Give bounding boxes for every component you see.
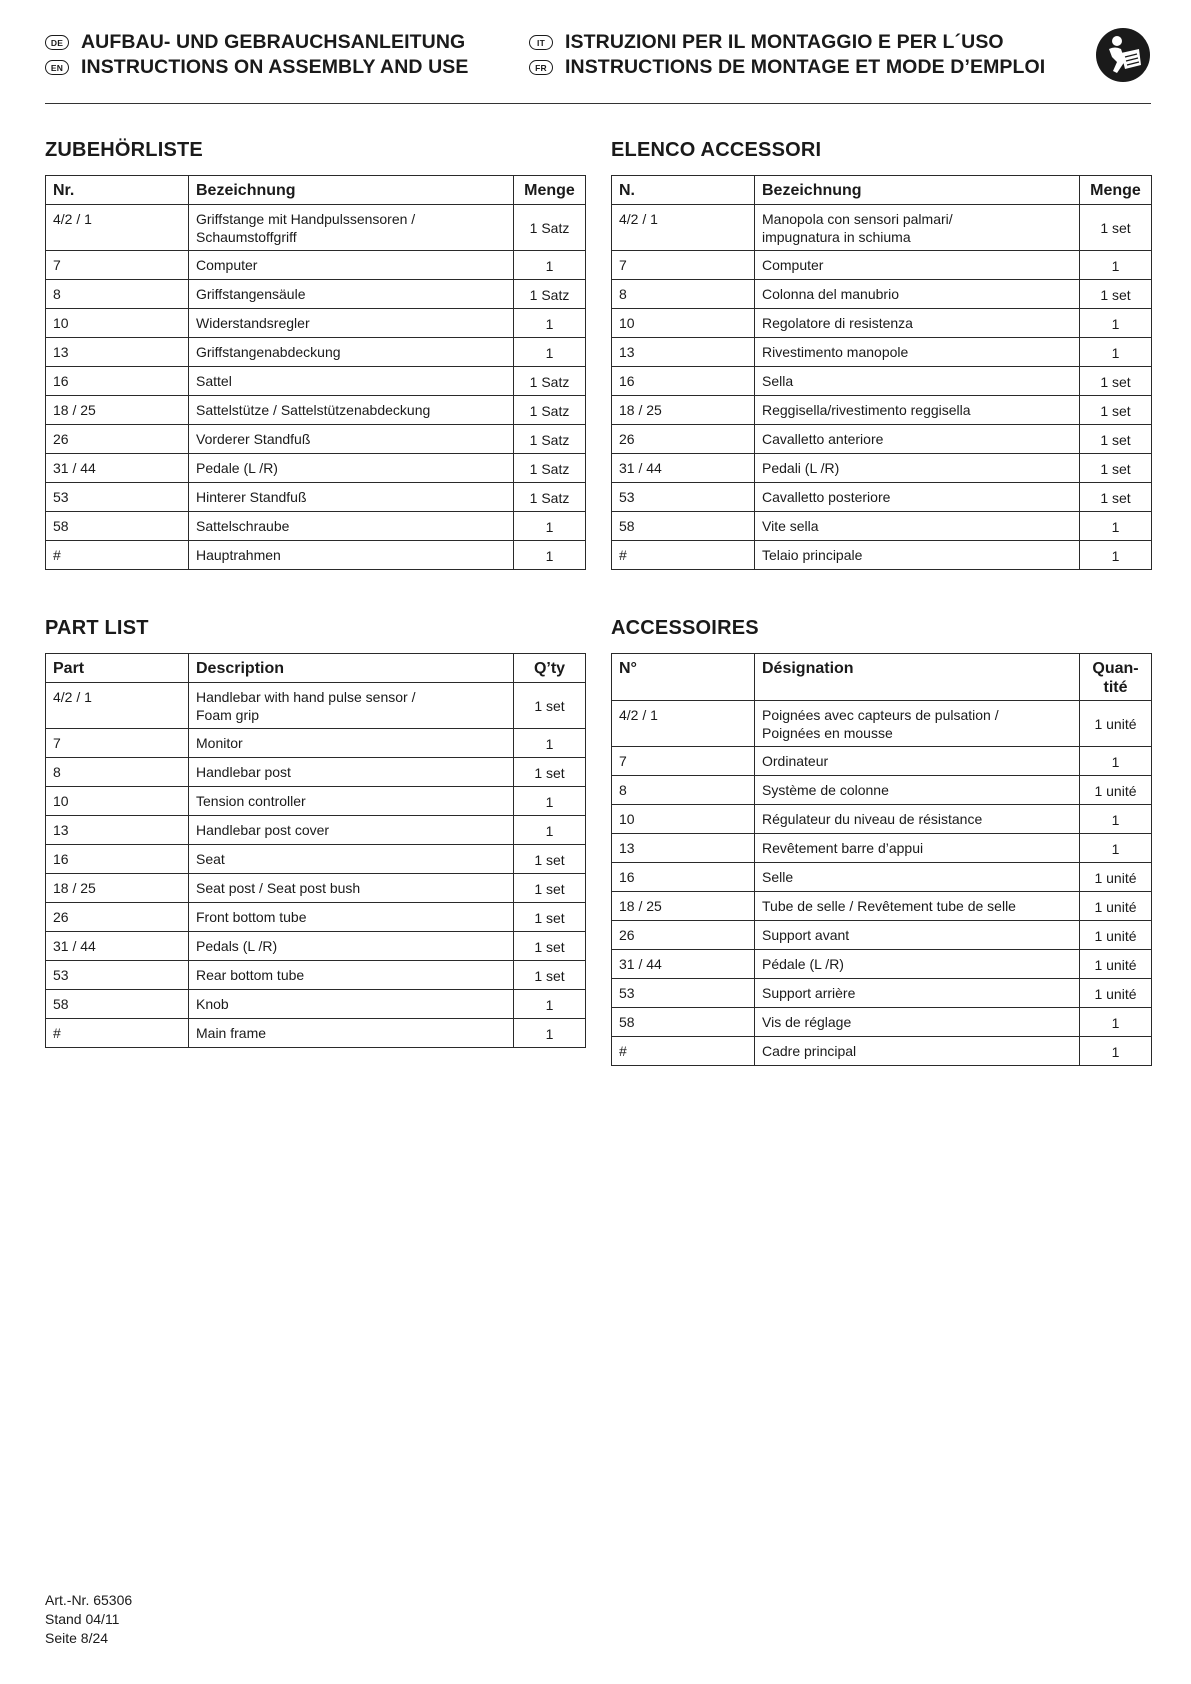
- header-number: N.: [612, 176, 755, 205]
- cell-description: Reggisella/rivestimento reggisella: [755, 396, 1080, 425]
- cell-quantity: 1 unité: [1080, 863, 1152, 892]
- header-description: Description: [189, 654, 514, 683]
- table-row: [612, 921, 1152, 950]
- cell-description: Sella: [755, 367, 1080, 396]
- table-row: [46, 454, 586, 483]
- cell-quantity: 1: [1080, 747, 1152, 776]
- section-it: [611, 139, 1151, 570]
- cell-number: 13: [612, 338, 755, 367]
- cell-description: Sattelschraube: [189, 512, 514, 541]
- table-row: [612, 367, 1152, 396]
- cell-number: 58: [612, 1008, 755, 1037]
- cell-description: Knob: [189, 990, 514, 1019]
- cell-description: Handlebar post: [189, 758, 514, 787]
- table-row: [612, 1037, 1152, 1066]
- table-row: [612, 805, 1152, 834]
- table-row: [46, 845, 586, 874]
- table-row: [46, 309, 586, 338]
- section-en: [45, 617, 585, 1048]
- cell-description: Rear bottom tube: [189, 961, 514, 990]
- cell-number: 26: [46, 425, 189, 454]
- cell-number: 31 / 44: [46, 932, 189, 961]
- cell-description: Vorderer Standfuß: [189, 425, 514, 454]
- cell-number: 31 / 44: [612, 454, 755, 483]
- table-row: [612, 280, 1152, 309]
- cell-quantity: 1: [1080, 1037, 1152, 1066]
- cell-number: #: [612, 1037, 755, 1066]
- header-title-en: INSTRUCTIONS ON ASSEMBLY AND USE: [81, 56, 469, 78]
- cell-description: Pedals (L /R): [189, 932, 514, 961]
- cell-number: 7: [612, 747, 755, 776]
- table-header-row: [46, 654, 586, 683]
- cell-quantity: 1 Satz: [514, 367, 586, 396]
- cell-quantity: 1: [514, 729, 586, 758]
- article-number: Art.-Nr. 65306: [45, 1592, 133, 1608]
- cell-number: 8: [612, 776, 755, 805]
- cell-description: Rivestimento manopole: [755, 338, 1080, 367]
- table-row: [46, 251, 586, 280]
- cell-number: 58: [612, 512, 755, 541]
- cell-description: Computer: [755, 251, 1080, 280]
- cell-description: Griffstangenabdeckung: [189, 338, 514, 367]
- cell-quantity: 1 unité: [1080, 921, 1152, 950]
- parts-table-de: [45, 175, 586, 570]
- section-de: [45, 139, 585, 570]
- cell-quantity: 1 unité: [1080, 950, 1152, 979]
- header-title-it: ISTRUZIONI PER IL MONTAGGIO E PER L´USO: [565, 31, 1004, 53]
- cell-number: #: [46, 541, 189, 570]
- cell-quantity: 1 Satz: [514, 483, 586, 512]
- header-quantity: Q’ty: [514, 654, 586, 683]
- cell-quantity: 1: [514, 990, 586, 1019]
- table-row: [46, 758, 586, 787]
- table-row: [612, 251, 1152, 280]
- cell-description: Pédale (L /R): [755, 950, 1080, 979]
- cell-description: Seat: [189, 845, 514, 874]
- cell-quantity: 1 unité: [1080, 892, 1152, 921]
- cell-number: 18 / 25: [612, 892, 755, 921]
- cell-number: 18 / 25: [46, 396, 189, 425]
- header-title-fr: INSTRUCTIONS DE MONTAGE ET MODE D’EMPLOI: [565, 56, 1046, 78]
- table-row: [46, 816, 586, 845]
- cell-description: Selle: [755, 863, 1080, 892]
- cell-quantity: 1: [1080, 512, 1152, 541]
- cell-number: 7: [46, 729, 189, 758]
- table-row: [46, 396, 586, 425]
- cell-number: 13: [46, 816, 189, 845]
- cell-number: 26: [612, 425, 755, 454]
- section-title-en: PART LIST: [45, 617, 149, 639]
- cell-number: 7: [46, 251, 189, 280]
- cell-quantity: 1: [1080, 834, 1152, 863]
- cell-quantity: 1 set: [514, 758, 586, 787]
- cell-number: #: [46, 1019, 189, 1048]
- cell-quantity: 1: [1080, 541, 1152, 570]
- cell-quantity: 1 set: [514, 845, 586, 874]
- cell-quantity: 1: [514, 1019, 586, 1048]
- cell-quantity: 1: [514, 512, 586, 541]
- cell-number: 53: [612, 979, 755, 1008]
- header-line-fr: [529, 55, 1045, 80]
- table-header-row: [612, 654, 1152, 701]
- cell-number: 4/2 / 1: [612, 701, 755, 747]
- cell-number: 58: [46, 990, 189, 1019]
- parts-table-en: [45, 653, 586, 1048]
- table-row: [612, 747, 1152, 776]
- table-row: [612, 425, 1152, 454]
- cell-number: 7: [612, 251, 755, 280]
- section-fr: [611, 617, 1151, 1066]
- table-row: [46, 512, 586, 541]
- cell-description: Main frame: [189, 1019, 514, 1048]
- cell-description: Vite sella: [755, 512, 1080, 541]
- document-header: [45, 26, 1151, 102]
- cell-description: Griffstange mit Handpulssensoren / Schaumstoffgriff: [189, 205, 514, 251]
- cell-description: Ordinateur: [755, 747, 1080, 776]
- header-description: Bezeichnung: [189, 176, 514, 205]
- cell-description: Poignées avec capteurs de pulsation / Poignées en mousse: [755, 701, 1080, 747]
- header-number: Nr.: [46, 176, 189, 205]
- table-row: [612, 205, 1152, 251]
- table-row: [612, 863, 1152, 892]
- table-row: [612, 776, 1152, 805]
- cell-number: 26: [612, 921, 755, 950]
- cell-number: 58: [46, 512, 189, 541]
- cell-description: Griffstangensäule: [189, 280, 514, 309]
- cell-description: Vis de réglage: [755, 1008, 1080, 1037]
- header-description: Bezeichnung: [755, 176, 1080, 205]
- cell-quantity: 1 set: [514, 874, 586, 903]
- section-title-it: ELENCO ACCESSORI: [611, 139, 822, 161]
- cell-description: Sattelstütze / Sattelstützenabdeckung: [189, 396, 514, 425]
- cell-description: Monitor: [189, 729, 514, 758]
- cell-number: 10: [46, 309, 189, 338]
- header-line-en: [45, 55, 468, 80]
- cell-number: 53: [612, 483, 755, 512]
- cell-description: Telaio principale: [755, 541, 1080, 570]
- cell-description: Seat post / Seat post bush: [189, 874, 514, 903]
- header-left-titles: [45, 30, 468, 80]
- cell-quantity: 1 Satz: [514, 280, 586, 309]
- language-badge-de: DE: [45, 35, 69, 50]
- cell-description: Tube de selle / Revêtement tube de selle: [755, 892, 1080, 921]
- cell-description: Tension controller: [189, 787, 514, 816]
- cell-quantity: 1: [514, 787, 586, 816]
- section-title-fr: ACCESSOIRES: [611, 617, 759, 639]
- table-row: [612, 950, 1152, 979]
- read-manual-icon: [1095, 27, 1151, 83]
- header-quantity: Quan- tité: [1080, 654, 1152, 701]
- header-line-de: [45, 30, 468, 55]
- cell-quantity: 1 Satz: [514, 205, 586, 251]
- header-number: Part: [46, 654, 189, 683]
- cell-quantity: 1: [1080, 338, 1152, 367]
- cell-description: Hinterer Standfuß: [189, 483, 514, 512]
- cell-description: Computer: [189, 251, 514, 280]
- cell-number: #: [612, 541, 755, 570]
- cell-quantity: 1 set: [1080, 367, 1152, 396]
- cell-quantity: 1 set: [514, 903, 586, 932]
- cell-quantity: 1 set: [1080, 280, 1152, 309]
- table-header-row: [46, 176, 586, 205]
- cell-quantity: 1 unité: [1080, 776, 1152, 805]
- table-row: [612, 396, 1152, 425]
- table-row: [46, 483, 586, 512]
- cell-quantity: 1 unité: [1080, 979, 1152, 1008]
- cell-description: Support arrière: [755, 979, 1080, 1008]
- cell-quantity: 1: [514, 338, 586, 367]
- table-row: [612, 701, 1152, 747]
- cell-quantity: 1 set: [514, 961, 586, 990]
- cell-quantity: 1 set: [1080, 205, 1152, 251]
- cell-number: 53: [46, 961, 189, 990]
- language-badge-en: EN: [45, 60, 69, 75]
- cell-description: Hauptrahmen: [189, 541, 514, 570]
- cell-number: 18 / 25: [46, 874, 189, 903]
- cell-description: Système de colonne: [755, 776, 1080, 805]
- cell-number: 26: [46, 903, 189, 932]
- cell-quantity: 1: [514, 251, 586, 280]
- cell-description: Handlebar post cover: [189, 816, 514, 845]
- cell-quantity: 1: [1080, 805, 1152, 834]
- table-header-row: [612, 176, 1152, 205]
- cell-description: Colonna del manubrio: [755, 280, 1080, 309]
- cell-quantity: 1 Satz: [514, 396, 586, 425]
- cell-quantity: 1 unité: [1080, 701, 1152, 747]
- cell-number: 16: [46, 845, 189, 874]
- table-row: [46, 903, 586, 932]
- cell-number: 10: [612, 309, 755, 338]
- cell-description: Regolatore di resistenza: [755, 309, 1080, 338]
- table-row: [46, 367, 586, 396]
- table-row: [612, 892, 1152, 921]
- cell-description: Régulateur du niveau de résistance: [755, 805, 1080, 834]
- cell-number: 31 / 44: [46, 454, 189, 483]
- table-row: [46, 683, 586, 729]
- header-line-it: [529, 30, 1045, 55]
- table-row: [46, 729, 586, 758]
- table-row: [612, 979, 1152, 1008]
- cell-quantity: 1: [1080, 309, 1152, 338]
- cell-quantity: 1 set: [1080, 425, 1152, 454]
- cell-number: 8: [46, 758, 189, 787]
- cell-number: 10: [612, 805, 755, 834]
- table-row: [46, 932, 586, 961]
- revision-date: Stand 04/11: [45, 1611, 120, 1627]
- table-row: [612, 309, 1152, 338]
- cell-description: Cavalletto anteriore: [755, 425, 1080, 454]
- table-row: [46, 338, 586, 367]
- header-divider: [45, 103, 1151, 104]
- cell-description: Handlebar with hand pulse sensor / Foam grip: [189, 683, 514, 729]
- header-number: N°: [612, 654, 755, 701]
- cell-quantity: 1: [514, 541, 586, 570]
- cell-quantity: 1 set: [514, 932, 586, 961]
- table-row: [612, 512, 1152, 541]
- cell-quantity: 1 Satz: [514, 425, 586, 454]
- cell-number: 13: [612, 834, 755, 863]
- cell-description: Cadre principal: [755, 1037, 1080, 1066]
- table-row: [46, 787, 586, 816]
- table-row: [46, 874, 586, 903]
- cell-description: Cavalletto posteriore: [755, 483, 1080, 512]
- cell-number: 10: [46, 787, 189, 816]
- table-row: [612, 541, 1152, 570]
- cell-description: Front bottom tube: [189, 903, 514, 932]
- table-row: [46, 425, 586, 454]
- table-row: [46, 1019, 586, 1048]
- header-title-de: AUFBAU- UND GEBRAUCHSANLEITUNG: [81, 31, 466, 53]
- header-right-titles: [529, 30, 1045, 80]
- cell-number: 16: [46, 367, 189, 396]
- header-description: Désignation: [755, 654, 1080, 701]
- parts-table-it: [611, 175, 1152, 570]
- cell-number: 8: [46, 280, 189, 309]
- document-footer: [45, 1591, 132, 1648]
- parts-table-fr: [611, 653, 1152, 1066]
- cell-number: 4/2 / 1: [46, 683, 189, 729]
- cell-description: Manopola con sensori palmari/ impugnatura in schiuma: [755, 205, 1080, 251]
- table-row: [46, 990, 586, 1019]
- section-title-de: ZUBEHÖRLISTE: [45, 139, 203, 161]
- page-number: Seite 8/24: [45, 1630, 109, 1646]
- cell-number: 8: [612, 280, 755, 309]
- cell-quantity: 1: [1080, 1008, 1152, 1037]
- cell-description: Support avant: [755, 921, 1080, 950]
- cell-quantity: 1: [1080, 251, 1152, 280]
- cell-description: Revêtement barre d’appui: [755, 834, 1080, 863]
- cell-number: 4/2 / 1: [46, 205, 189, 251]
- cell-description: Pedali (L /R): [755, 454, 1080, 483]
- cell-number: 13: [46, 338, 189, 367]
- cell-quantity: 1 set: [1080, 454, 1152, 483]
- table-row: [46, 541, 586, 570]
- table-row: [612, 454, 1152, 483]
- table-row: [612, 1008, 1152, 1037]
- language-badge-fr: FR: [529, 60, 553, 75]
- table-row: [46, 961, 586, 990]
- cell-quantity: 1 set: [1080, 396, 1152, 425]
- cell-quantity: 1: [514, 816, 586, 845]
- cell-quantity: 1: [514, 309, 586, 338]
- cell-number: 18 / 25: [612, 396, 755, 425]
- cell-number: 16: [612, 367, 755, 396]
- language-badge-it: IT: [529, 35, 553, 50]
- cell-quantity: 1 Satz: [514, 454, 586, 483]
- cell-description: Pedale (L /R): [189, 454, 514, 483]
- header-quantity: Menge: [1080, 176, 1152, 205]
- cell-number: 4/2 / 1: [612, 205, 755, 251]
- table-row: [46, 280, 586, 309]
- cell-quantity: 1 set: [1080, 483, 1152, 512]
- cell-number: 16: [612, 863, 755, 892]
- table-row: [46, 205, 586, 251]
- cell-description: Sattel: [189, 367, 514, 396]
- cell-number: 31 / 44: [612, 950, 755, 979]
- cell-description: Widerstandsregler: [189, 309, 514, 338]
- table-row: [612, 834, 1152, 863]
- table-row: [612, 338, 1152, 367]
- table-row: [612, 483, 1152, 512]
- cell-number: 53: [46, 483, 189, 512]
- cell-quantity: 1 set: [514, 683, 586, 729]
- header-quantity: Menge: [514, 176, 586, 205]
